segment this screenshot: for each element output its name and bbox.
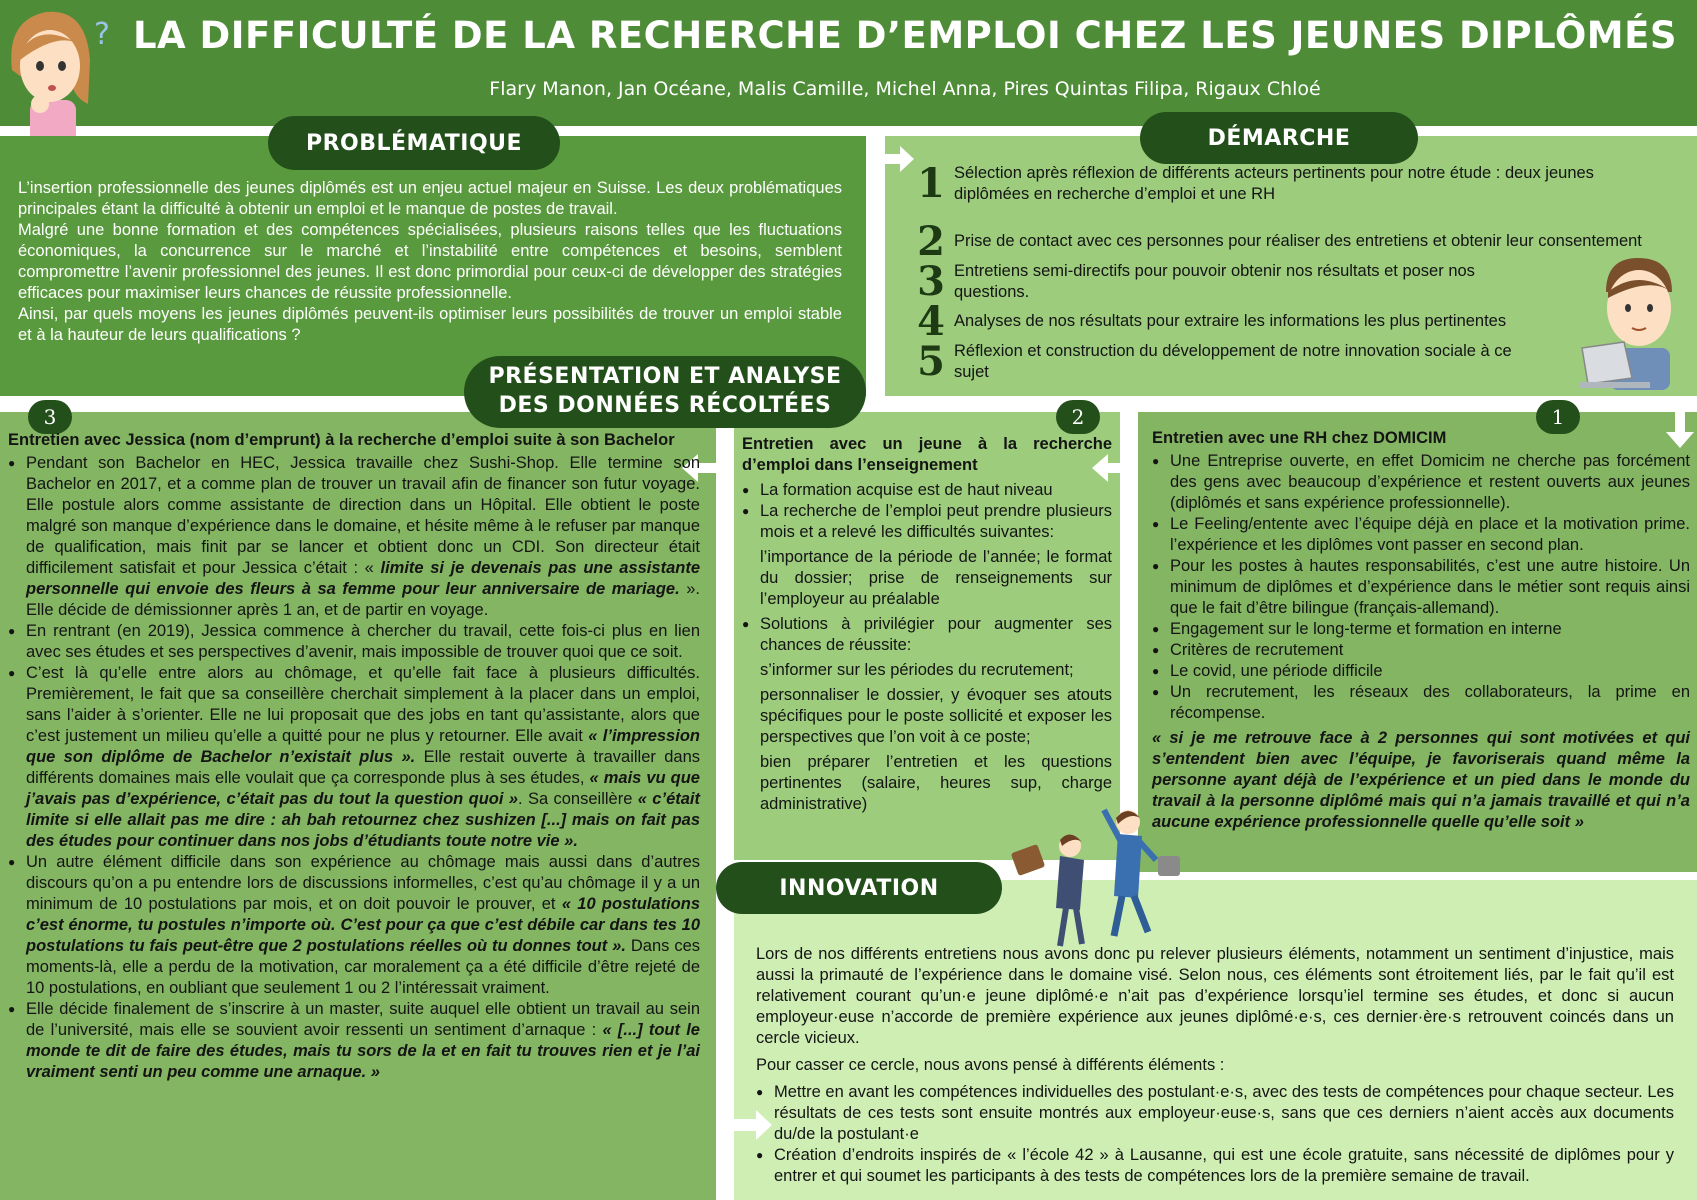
bullet-text: Elle restait ouverte à travailler dans différents domaines mais elle voulait que ça corresponde plus à ses études, <box>26 748 700 787</box>
problematique-paragraph: L’insertion professionnelle des jeunes diplômés est un enjeu actuel majeur en Suisse. Les deux problématiques principales étant la difficulté à obtenir un emploi et le manque de postes de travail. <box>18 179 842 218</box>
list-item: ● Mettre en avant les compétences individuelles des postulant·e·s, avec des tests de compétences pour chaque secteur. Les résultats de ces tests sont ensuite montrés aux employeur·euse·s, sans que ces derniers n’aient accès aux documents du/de la postulant·e <box>756 1082 1674 1145</box>
quote-text: « c’était limite si elle allait pas me dire : ah bah retournez chez sushizen [...] mais on fait pas des études pour continuer dans nos jobs d’étudiants toute notre vie ». <box>26 790 700 850</box>
list-item: ● Création d’endroits inspirés de « l’école 42 » à Lausanne, qui est une école gratuite, sans nécessité de diplômes pour y entrer et qui soumet les participants à des tests de compétences lors de la première semaine de travail. <box>756 1145 1674 1187</box>
step-number: 1 <box>917 160 945 207</box>
interview-1-text <box>1152 428 1690 833</box>
bullet-text: Un autre élément difficile dans son expérience au chômage mais aussi dans d’autres discours qu’on a pu entendre lors de discussions informelles, c’est qu’au chômage il y a un minimum de 10 postulations par mois, et on doit pouvoir le prouver, et <box>26 853 700 913</box>
presentation-heading <box>464 356 866 428</box>
interview-1-title: Entretien avec une RH chez DOMICIM <box>1152 429 1447 447</box>
problematique-text <box>18 178 842 346</box>
interview-1-quote: « si je me retrouve face à 2 personnes qui sont motivées et qui s’entendent bien avec l’équipe, je favoriserais quand même la personne ayant déjà de l’expérience et un pied dans le monde du travail à la personne diplômé mais qui n’a jamais travaillé et qui n’a aucune expérience professionnelle quelle qu’elle soit » <box>1152 729 1690 831</box>
list-item: ● Une Entreprise ouverte, en effet Domicim ne cherche pas forcément des gens avec beaucoup d’expérience et restent ouverts aux jeunes (diplômés et sans expérience professionnelle). <box>1152 451 1690 514</box>
list-item <box>742 614 1112 815</box>
demarche-heading: DÉMARCHE <box>1140 112 1418 164</box>
interview-1-list <box>1152 451 1690 724</box>
step-text: Réflexion et construction du développement de notre innovation sociale à ce sujet <box>954 341 1512 381</box>
list-item <box>8 663 700 852</box>
list-item <box>8 453 700 621</box>
sub-item: s’informer sur les périodes du recrutement; <box>760 661 1074 679</box>
bullet-text: C’est là qu’elle entre alors au chômage, et qu’elle fait face à plusieurs difficultés. Premièrement, le fait que sa conseillère cherchait simplement à la placer dans un emploi, sans l’aider à s’orienter. Elle ne lui proposait que des jobs en tant qu’assistante, alors que c’est justement un milieu qu’elle a quitté pour ne plus y retourner. Elle avait <box>26 664 700 745</box>
bullet-text: ». Elle décide de démissionner après 1 an, et de partir en voyage. <box>26 580 700 619</box>
arrow-right-icon <box>734 1110 772 1140</box>
list-item <box>8 621 700 663</box>
bullet-text: . Sa conseillère <box>518 790 638 808</box>
presentation-heading-line: DES DONNÉES RÉCOLTÉES <box>498 393 832 418</box>
demarche-step <box>908 338 1548 385</box>
running-people-illustration <box>1010 800 1186 956</box>
poster-title: LA DIFFICULTÉ DE LA RECHERCHE D’EMPLOI CHEZ LES JEUNES DIPLÔMÉS <box>132 14 1678 57</box>
innovation-list <box>756 1082 1674 1187</box>
quote-text: « [...] tout le monde te dit de faire des études, mais tu sors de la et en fait tu trouves rien et je l’ai vraiment senti un peu comme une arnaque. » <box>26 1021 700 1081</box>
interview-1-badge: 1 <box>1536 400 1580 434</box>
innovation-paragraph: Lors de nos différents entretiens nous avons donc pu relever plusieurs éléments, notamment un sentiment d’injustice, mais aussi la primauté de l’expérience dans le domaine visé. Selon nous, ces éléments sont étroitement liés, par le fait qu’il est relativement courant qu’un·e jeune diplômé·e n’ait pas d’expérience lorsqu’iel termine ses études, et donc si aucun employeur·euse n’accorde de première expérience aux jeunes diplômé·e·s, ces dernier·ère·s retrouvent coincés dans un cercle vicieux. <box>756 945 1674 1047</box>
authors-line: Flary Manon, Jan Océane, Malis Camille, Michel Anna, Pires Quintas Filipa, Rigaux Chloé <box>489 78 1321 100</box>
man-laptop-illustration <box>1580 252 1690 390</box>
problematique-heading: PROBLÉMATIQUE <box>268 116 560 170</box>
step-number: 4 <box>917 298 945 345</box>
problematique-paragraph: Malgré une bonne formation et des compétences spécialisées, plusieurs raisons telles que les fluctuations économiques, la concurrence sur le marché et l’instabilité entre compétences et besoins, semblent compromettre l’avenir professionnel des jeunes. Il est donc primordial pour ceux-ci de développer des stratégies efficaces pour maximiser leurs chances de réussite professionnelle. <box>18 221 842 302</box>
bullet-text: Dans ces moments-là, elle a perdu de la motivation, car moralement ça a été difficile d’être rejeté de 10 postulations, en oubliant que seulement 1 ou 2 l’intéressait vraiment. <box>26 937 700 997</box>
bullet-text: Pendant son Bachelor en HEC, Jessica travaille chez Sushi-Shop. Elle termine son Bachelor en 2017, et a comme plan de trouver un travail afin de financer son futur voyage. Elle postule alors comme assistante de direction dans un Hôpital. Elle obtient le poste malgré son manque d’expérience dans le domaine, et hésite même à le refuser par manque de qualification, mais finit par se lancer et obtient donc un CDI. Son directeur était difficilement satisfait et pour Jessica c’était : « <box>26 454 700 577</box>
list-item: ● Le covid, une période difficile <box>1152 661 1690 682</box>
innovation-text <box>756 944 1674 1187</box>
problematique-paragraph: Ainsi, par quels moyens les jeunes diplômés peuvent-ils optimiser leurs possibilités de trouver un emploi stable et à la hauteur de leurs qualifications ? <box>18 305 842 344</box>
interview-2-title: Entretien avec un jeune à la recherche d’emploi dans l’enseignement <box>742 435 1112 474</box>
thinking-girl-illustration <box>0 0 126 150</box>
step-number: 2 <box>917 218 945 265</box>
step-text: Sélection après réflexion de différents acteurs pertinents pour notre étude : deux jeunes diplômées en recherche d’emploi et une RH <box>954 163 1594 203</box>
quote-text: limite si je devenais pas une assistante personnelle qui envoie des fleurs à sa femme pour leur anniversaire de mariage. <box>26 559 700 598</box>
interview-2-list <box>742 480 1112 815</box>
interview-3-list <box>8 453 700 1083</box>
sub-item: personnaliser le dossier, y évoquer ses atouts spécifiques pour le poste sollicité et exposer les perspectives que l’on voit à ce poste; <box>760 686 1112 746</box>
bullet-text: ● La recherche de l’emploi peut prendre plusieurs mois et a relevé les difficultés suivantes: <box>760 502 1112 541</box>
list-item: ● Engagement sur le long-terme et formation en interne <box>1152 619 1690 640</box>
list-item: ● Un recrutement, les réseaux des collaborateurs, la prime en récompense. <box>1152 682 1690 724</box>
sub-item: bien préparer l’entretien et les questions pertinentes (salaire, heures sup, charge administrative) <box>760 753 1112 813</box>
interview-3-title: Entretien avec Jessica (nom d’emprunt) à la recherche d’emploi suite à son Bachelor <box>8 431 675 449</box>
list-item: ● Pour les postes à hautes responsabilités, c’est une autre histoire. Un minimum de diplômes et d’expérience dans le métier sont requis ainsi que le fait d’être bilingue (français-allemand). <box>1152 556 1690 619</box>
step-text: Prise de contact avec ces personnes pour réaliser des entretiens et obtenir leur consentement <box>954 232 1642 250</box>
step-number: 5 <box>917 338 945 385</box>
bullet-text: ● Solutions à privilégier pour augmenter ses chances de réussite: <box>760 615 1112 654</box>
list-item <box>742 501 1112 610</box>
quote-text: « l’impression que son diplôme de Bachelor n’existait plus ». <box>26 727 700 766</box>
list-item <box>8 852 700 999</box>
bullet-text: En rentrant (en 2019), Jessica commence à chercher du travail, cette fois-ci plus en lien avec ses études et ses perspectives d’avenir, mais impossible de trouver quoi que ce soit. <box>26 622 700 661</box>
step-number: 3 <box>917 258 945 305</box>
interview-3-text <box>8 430 700 1083</box>
list-item: ● Le Feeling/entente avec l’équipe déjà en place et la motivation prime. l’expérience et les diplômes vont passer en second plan. <box>1152 514 1690 556</box>
interview-3-badge: 3 <box>28 400 72 434</box>
step-text: Analyses de nos résultats pour extraire les informations les plus pertinentes <box>954 312 1507 330</box>
innovation-paragraph: Pour casser ce cercle, nous avons pensé à différents éléments : <box>756 1056 1225 1074</box>
question-mark: ? <box>94 17 110 52</box>
list-item: ● Critères de recrutement <box>1152 640 1690 661</box>
innovation-heading: INNOVATION <box>716 862 1002 914</box>
demarche-step <box>908 160 1656 207</box>
sub-item: l’importance de la période de l’année; le format du dossier; prise de renseignements sur l’employeur au préalable <box>760 548 1112 608</box>
bullet-text: Elle décide finalement de s’inscrire à un master, suite auquel elle obtient un travail au sein de l’université, mais elle se souvient avoir ressenti un sentiment d’arnaque : <box>26 1000 700 1039</box>
quote-text: « mais vu que j’avais pas d’expérience, c’était pas du tout la question quoi » <box>26 769 700 808</box>
step-text: Entretiens semi-directifs pour pouvoir obtenir nos résultats et poser nos questions. <box>954 261 1475 301</box>
list-item: ● La formation acquise est de haut niveau <box>742 480 1112 501</box>
interview-2-badge: 2 <box>1056 400 1100 434</box>
list-item <box>8 999 700 1083</box>
interview-2-text <box>742 434 1112 815</box>
presentation-heading-line: PRÉSENTATION ET ANALYSE <box>488 364 842 390</box>
quote-text: « 10 postulations c’est énorme, tu postules n’importe où. C’est pour ça que c’est débile car dans tes 10 postulations tu fais peut-être que 2 postulations réelles où tu donnes tout ». <box>26 895 701 955</box>
